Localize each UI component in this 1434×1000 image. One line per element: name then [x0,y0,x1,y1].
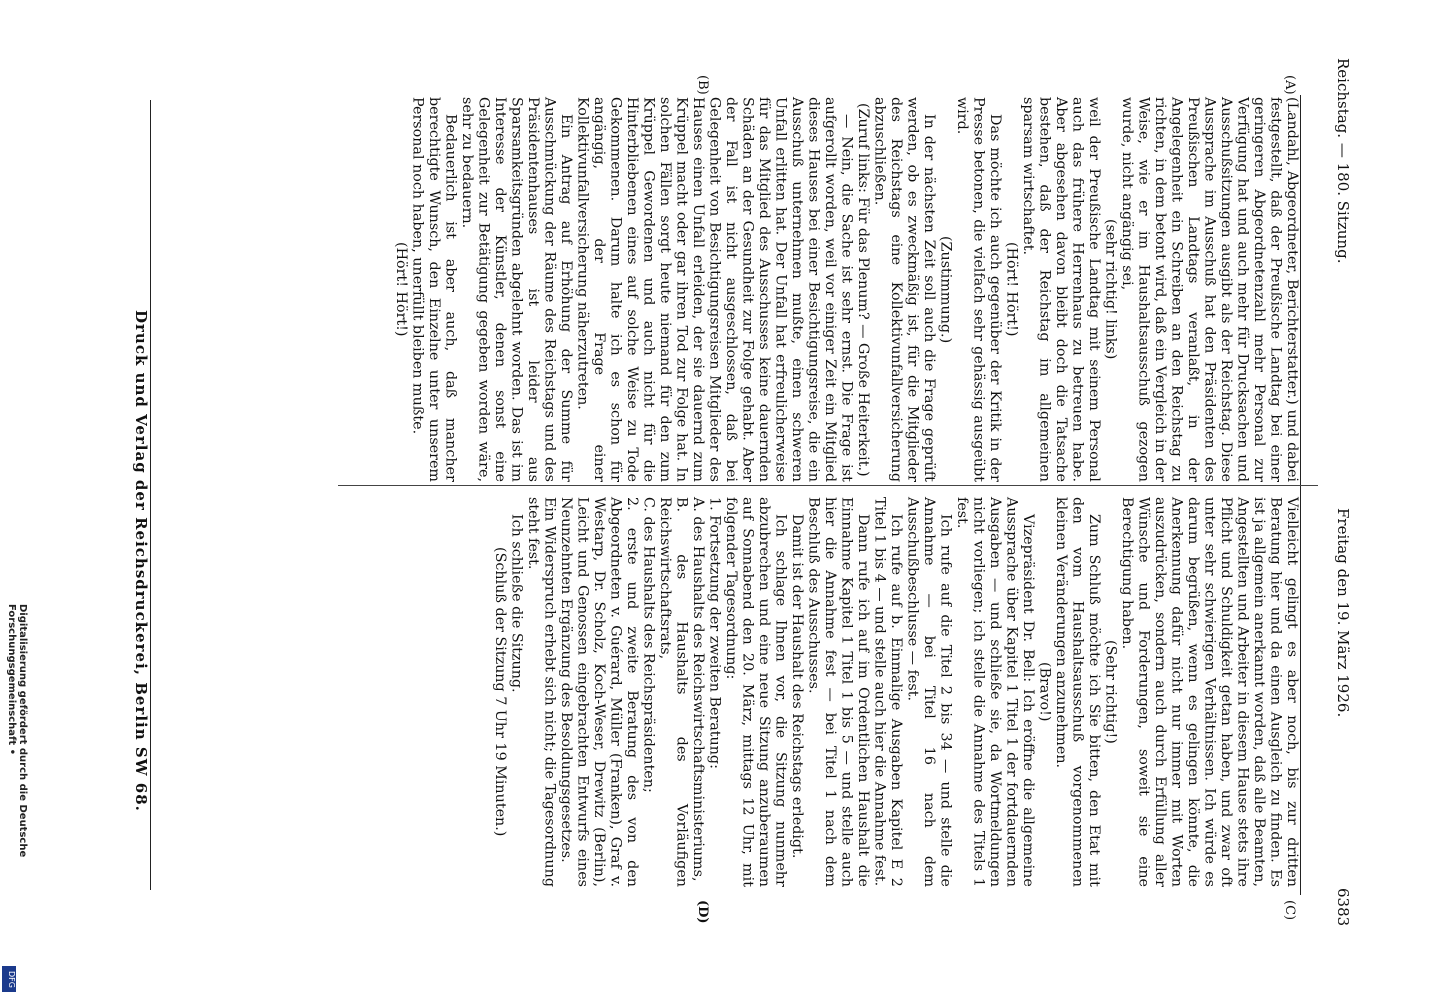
paragraph: Vielleicht gelingt es aber noch, bis zur dritten Beratung hier und da einen Ausgleich zu finden. Es ist ja allgemein anerkannt worden, daß alle Beamten, Angestellten und Arbeiter in diesem Hause stets ihre Pflicht und Schuldigkeit getan haben, und zwar oft unter sehr schwierigen Verhältnissen. Ich würde es darum begrüßen, wenn es gelingen könnte, die Anerkennung dafür nicht nur immer mit Worten auszudrücken, sondern auch durch Erfüllung aller Wünsche und Forderungen, soweit sie eine Berechtigung haben. [1119,497,1300,887]
agenda-item: 1. Fortsetzung der zweiten Beratung: [706,497,723,769]
paragraph: Ich rufe auf die Titel 2 bis 34 — und stelle die Annahme — bei Titel 16 nach dem Ausschußbeschlusse — fest. [904,497,954,887]
page-header [1312,58,1352,938]
agenda-subitem: C. des Haushalts des Reichspräsidenten; [640,497,657,793]
margin-mark-c: (C) [1282,900,1297,921]
interjection: (Sehr richtig!) [1102,640,1119,744]
footer-rule [150,100,151,890]
agenda-subitem: A. des Haushalts des Reichswirtschaftsministeriums, [690,497,706,882]
paragraph: Das möchte ich auch gegenüber der Kritik in der Presse betonen, die vielfach sehr gehässig ausgeübt wird. [954,97,1003,482]
paragraph: Ich schlage Ihnen vor, die Sitzung nunmehr abzubrechen und eine neue Sitzung anzuberaumen auf Sonnabend den 20. März, mittags 12 Uhr, mit folgender Tagesordnung: [723,497,789,887]
paragraph: Zum Schluß möchte ich Sie bitten, den Etat mit den vom Haushaltsausschuß vorgenommenen kleinen Veränderungen anzunehmen. [1053,497,1102,887]
paragraph: weil der Preußische Landtag mit seinem Personal auch das frühere Herrenhaus zu betreuen habe. Aber abgesehen davon bleibt doch die Tatsache bestehen, daß der Reichstag im allgemeinen sparsam wirtschaftet. [1020,97,1102,482]
agenda-subitem: B. des Haushalts des Vorläufigen Reichswirtschaftsrats, [657,497,690,887]
interjection: (Hört! Hört!) [393,242,409,337]
header-date: Freitag den 19. März 1926. [1334,508,1352,718]
interjection: (Bravo!) [1036,662,1053,722]
column-divider [338,485,1318,486]
paragraph: Bedauerlich ist aber auch, daß mancher berechtigte Wunsch, den Einzelne unter unserem Personal noch haben, unerfüllt bleiben mußte. [409,97,459,482]
margin-mark-a: (A) [1282,75,1297,95]
paragraph: Ein Widerspruch erhebt sich nicht; die Tagesordnung steht fest. [525,497,558,887]
text-column-left [365,97,1300,482]
paragraph: (Landahl, Abgeordneter, Berichterstatter.) und dabei festgestellt, daß der Preußische Landtag bei einer geringeren Abgeordnetenzahl mehr Personal zur Verfügung hat und auch mehr für Drucksachen und Ausschußsitzungen ausgibt als der Reichstag. Diese Aussprache im Ausschuß hat den Präsidenten des Preußischen Landtags veranlaßt, in der Angelegenheit ein Schreiben an den Reichstag zu richten, in dem betont wird, daß ein Vergleich in der Weise, wie er im Haushaltsausschuß gezogen wurde, nicht angängig sei, [1119,97,1300,482]
header-page-number: 6383 [1334,888,1352,927]
interjection: (Hört! Hört!) [1003,242,1020,337]
session-close: (Schluß der Sitzung 7 Uhr 19 Minuten.) [492,547,508,837]
credit-text: Digitalisierung gefördert durch die Deutsche Forschungsgemeinschaft • [6,604,28,858]
text-column-right [340,497,1300,887]
paragraph: Dann rufe ich auf im Ordentlichen Haushalt die Einnahme Kapitel 1 Titel 1 bis 5 — und stelle auch hier die Annahme fest — bei Titel 1 nach dem Beschluß des Ausschusses. [805,497,871,887]
paragraph: Vizepräsident Dr. Bell: Ich eröffne die allgemeine Aussprache über Kapitel 1 Titel 1 der fortdauernden Ausgaben — und schließe sie, da Wortmeldungen nicht vorliegen; ich stelle die Annahme des Titels 1 fest. [954,497,1036,887]
printer-imprint: Druck und Verlag der Reichsdruckerei, Berlin SW 68. [132,310,150,812]
paragraph: — Nein, die Sache ist sehr ernst. Die Frage ist aufgerollt worden, weil vor einiger Zeit ein Mitglied dieses Hauses bei einer Besichtigungsreise, die ein Ausschuß unternehmen mußte, einen schweren Unfall erlitten hat. Der Unfall hat erfreulicherweise für das Mitglied des Ausschusses keine dauernden Schäden an der Gesundheit zur Folge gehabt. Aber der Fall ist nicht ausgeschlossen, daß bei Gelegenheit von Besichtigungsreisen Mitglieder des Hauses einen Unfall erleiden, der sie dauernd zum Krüppel macht oder gar ihren Tod zur Folge hat. In solchen Fällen sorgt heute niemand für den zum Krüppel Gewordenen und auch nicht für die Hinterbliebenen eines auf solche Weise zu Tode Gekommenen. Darum halte ich es schon für angängig, der Frage einer Kollektivunfallversicherung näherzutreten. [574,97,855,482]
paragraph: Ich schließe die Sitzung. [508,514,525,693]
interjection: (Zustimmung.) [937,235,954,344]
digitization-credit [0,600,26,1000]
header-left: Reichstag. — 180. Sitzung. [1334,58,1352,264]
dfg-logo-icon: DFG [2,966,16,992]
paragraph: Ich rufe auf b. Einmalige Ausgaben Kapitel E 2 Titel 1 bis 4 — und stelle auch hier die Annahme fest. [871,497,904,887]
interjection: (Zuruf links: Für das Plenum? — Große Heiterkeit.) [855,102,871,477]
margin-mark-b: (B) [695,75,710,95]
margin-mark-d: (D) [695,900,710,924]
agenda-item: 2. erste und zweite Beratung des von den Abgeordneten v. Guérard, Müller (Franken), Graf v. Westarp, Dr. Scholz, Koch-Weser, Drewitz (Berlin), Leicht und Genossen eingebrachten Entwurfs eines Neunzehnten Ergänzung des Besoldungsgesetzes. [558,497,640,887]
header-rule [1300,95,1301,895]
paragraph: Ein Antrag auf Erhöhung der Summe für Ausschmückung der Räume des Reichstags und des Präsidentenhauses ist leider aus Sparsamkeitsgründen abgelehnt worden. Das ist im Interesse der Künstler, denen sonst eine Gelegenheit zur Betätigung gegeben worden wäre, sehr zu bedauern. [459,97,574,482]
paragraph: Damit ist der Haushalt des Reichstags erledigt. [789,514,805,859]
paragraph: In der nächsten Zeit soll auch die Frage geprüft werden, ob es zweckmäßig ist, für die Mitglieder des Reichstags eine Kollektivunfallversicherung abzuschließen. [871,97,937,482]
interjection: (sehr richtig! links) [1102,219,1119,360]
